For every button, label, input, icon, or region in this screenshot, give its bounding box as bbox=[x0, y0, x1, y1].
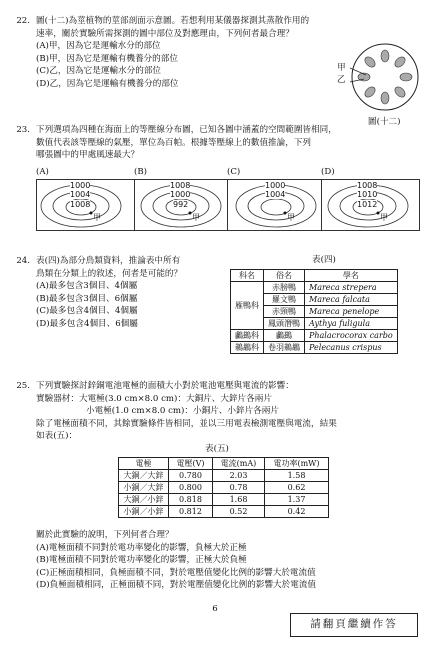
stem-cross-section-figure bbox=[330, 40, 420, 130]
q25-stem-line: 實驗器材：大電極(3.0 cm×8.0 cm)：大銅片、大鋅片各兩片 bbox=[36, 393, 272, 404]
q22-option: (D)乙，因為它是運輸有機養分的部位 bbox=[36, 78, 179, 89]
family-cell: 鸕鷀科 bbox=[231, 330, 264, 342]
q22-stem bbox=[36, 15, 309, 91]
q24-stem bbox=[36, 255, 182, 331]
map-c-letter: (C) bbox=[227, 167, 241, 177]
q24-option: (A)最多包含3個目、4個屬 bbox=[36, 281, 138, 292]
current-cell: 0.52 bbox=[213, 506, 265, 518]
table-header: 電壓(V) bbox=[169, 458, 213, 470]
q23-stem-line: 下列選項為四種在海面上的等壓線分布圖，已知各圖中涵蓋的空間範圍皆相同， bbox=[36, 125, 337, 135]
scientific-name-cell: Pelecanus crispus bbox=[305, 342, 398, 354]
voltage-cell: 0.800 bbox=[169, 482, 213, 494]
family-cell: 雁鴨科 bbox=[231, 282, 264, 330]
continue-notice: 請翻頁繼續作答 bbox=[290, 613, 418, 637]
scientific-name-cell: Mareca falcata bbox=[305, 294, 398, 306]
voltage-cell: 0.812 bbox=[169, 506, 213, 518]
current-cell: 1.68 bbox=[213, 494, 265, 506]
q23-stem bbox=[36, 124, 337, 162]
q25-question-line: 關於此實驗的說明，下列何者合理？ bbox=[36, 530, 174, 540]
common-name-cell: 羅文鴨 bbox=[264, 294, 305, 306]
table-header-row bbox=[231, 270, 398, 282]
point-jia: 甲 bbox=[287, 213, 295, 222]
scientific-name-cell: Mareca penelope bbox=[305, 306, 398, 318]
label-yi: 乙 bbox=[337, 75, 346, 85]
q25-stem-line: 如表(五)： bbox=[36, 431, 78, 442]
isobar-label: 1008 bbox=[357, 181, 378, 190]
table-row bbox=[119, 494, 329, 506]
table-header: 電極 bbox=[119, 458, 169, 470]
scientific-name-cell: Mareca strepera bbox=[305, 282, 398, 294]
q25-option: (B)電極面積不同對於電功率變化的影響，正極大於負極 bbox=[36, 555, 247, 566]
figure-caption: 圖(十二) bbox=[368, 117, 401, 127]
q24-stem-line: 鳥類在分類上的敘述，何者是可能的？ bbox=[36, 268, 183, 279]
q25-number: 25. bbox=[16, 381, 30, 391]
isobar-map-a bbox=[36, 179, 135, 231]
table-header: 電流(mA) bbox=[213, 458, 265, 470]
current-cell: 2.03 bbox=[213, 470, 265, 482]
family-cell: 鵜鶘科 bbox=[231, 342, 264, 354]
q22-option: (A)甲，因為它是運輸水分的部位 bbox=[36, 41, 161, 52]
electrode-cell: 大銅／大鋅 bbox=[119, 470, 169, 482]
isobar-label: 1000 bbox=[70, 181, 91, 190]
q23-stem-line: 數值代表該等壓線的氣壓，單位為百帕。根據等壓線上的數值推論，下列 bbox=[36, 137, 312, 148]
table-row bbox=[231, 330, 398, 342]
common-name-cell: 鸕鷀 bbox=[264, 330, 305, 342]
scientific-name-cell: Phalacrocorax carbo bbox=[305, 330, 398, 342]
table-row bbox=[231, 342, 398, 354]
q25-stem bbox=[36, 380, 337, 443]
q24-stem-line: 表(四)為部分鳥類資料，推論表中所有 bbox=[36, 256, 181, 266]
table-header: 俗名 bbox=[264, 270, 305, 282]
isobar-map-c bbox=[227, 179, 326, 231]
q22-number: 22. bbox=[16, 16, 30, 26]
point-jia: 甲 bbox=[93, 213, 101, 222]
table-row bbox=[119, 482, 329, 494]
electrode-cell: 小銅／大鋅 bbox=[119, 482, 169, 494]
isobar-label: 1012 bbox=[357, 200, 378, 209]
table-header-row bbox=[119, 458, 329, 470]
table-header: 學名 bbox=[305, 270, 398, 282]
common-name-cell: 卷羽鵜鶘 bbox=[264, 342, 305, 354]
q25-option: (D)負極面積相同，正極面積不同，對於電壓值變化比例的影響大於電流值 bbox=[36, 580, 317, 591]
voltage-cell: 0.818 bbox=[169, 494, 213, 506]
isobar-label: 1008 bbox=[70, 200, 91, 209]
power-cell: 0.62 bbox=[265, 482, 329, 494]
q24-number: 24. bbox=[16, 256, 30, 266]
q22-option: (C)乙，因為它是運輸水分的部位 bbox=[36, 66, 162, 77]
page-number: 6 bbox=[212, 604, 218, 614]
map-b-letter: (B) bbox=[134, 167, 148, 177]
map-d-letter: (D) bbox=[321, 167, 335, 177]
isobar-label: 1004 bbox=[265, 190, 286, 199]
point-jia: 甲 bbox=[192, 213, 200, 222]
q22-stem-line: 圖(十二)為莖植物的莖部剖面示意圖。若想利用某儀器探測其蒸散作用的 bbox=[36, 16, 310, 26]
q24-option: (B)最多包含3個目、6個屬 bbox=[36, 293, 138, 304]
q25-option: (A)電極面積不同對於電功率變化的影響，負極大於正極 bbox=[36, 542, 247, 553]
table-row bbox=[119, 470, 329, 482]
isobar-label: 1000 bbox=[265, 181, 286, 190]
isobar-label: 1000 bbox=[170, 190, 191, 199]
bird-table bbox=[230, 269, 398, 354]
current-cell: 0.78 bbox=[213, 482, 265, 494]
battery-table bbox=[118, 457, 329, 518]
q25-option: (C)正極面積相同，負極面積不同，對於電壓值變化比例的影響大於電流值 bbox=[36, 567, 316, 578]
q24-option: (C)最多包含4個目、4個屬 bbox=[36, 306, 138, 317]
map-a-letter: (A) bbox=[36, 167, 49, 177]
table-header: 科名 bbox=[231, 270, 264, 282]
table-5-title: 表(五) bbox=[205, 444, 229, 454]
voltage-cell: 0.780 bbox=[169, 470, 213, 482]
power-cell: 1.58 bbox=[265, 470, 329, 482]
common-name-cell: 赤頸鴨 bbox=[264, 306, 305, 318]
table-row bbox=[231, 282, 398, 294]
isobar-label: 1008 bbox=[170, 181, 191, 190]
q23-number: 23. bbox=[16, 125, 30, 135]
isobar-map-d bbox=[321, 179, 420, 231]
table-4-title: 表(四) bbox=[312, 255, 336, 265]
common-name-cell: 赤膀鴨 bbox=[264, 282, 305, 294]
common-name-cell: 鳳頭潛鴨 bbox=[264, 318, 305, 330]
q25-stem-line: 除了電極面積不同，其餘實驗條件皆相同，並以三用電表檢測電壓與電流，結果 bbox=[36, 418, 337, 429]
isobar-label: 1004 bbox=[70, 190, 91, 199]
q25-question bbox=[36, 529, 316, 592]
electrode-cell: 小銅／小鋅 bbox=[119, 506, 169, 518]
q25-stem-line: 下列實驗探討鋅銅電池電極的面積大小對於電池電壓與電流的影響： bbox=[36, 381, 294, 391]
power-cell: 1.37 bbox=[265, 494, 329, 506]
electrode-cell: 大銅／小鋅 bbox=[119, 494, 169, 506]
table-header: 電功率(mW) bbox=[265, 458, 329, 470]
table-row bbox=[119, 506, 329, 518]
q25-stem-line: 小電極(1.0 cm×8.0 cm)：小銅片、小鋅片各兩片 bbox=[86, 406, 279, 417]
power-cell: 0.42 bbox=[265, 506, 329, 518]
point-jia: 甲 bbox=[380, 213, 388, 222]
q24-option: (D)最多包含4個目、6個屬 bbox=[36, 318, 138, 329]
q22-stem-line: 速率，關於實驗所需探測的圖中部位及對應理由，下列何者最合理？ bbox=[36, 28, 294, 39]
isobar-label: 992 bbox=[173, 200, 189, 209]
isobar-label: 1010 bbox=[357, 190, 378, 199]
isobar-map-b bbox=[134, 179, 233, 231]
q22-option: (B)甲，因為它是運輸有機養分的部位 bbox=[36, 53, 178, 64]
scientific-name-cell: Aythya fuligula bbox=[305, 318, 398, 330]
q23-stem-line: 哪張圖中的甲處風速最大？ bbox=[36, 150, 140, 161]
label-jia: 甲 bbox=[337, 63, 346, 73]
